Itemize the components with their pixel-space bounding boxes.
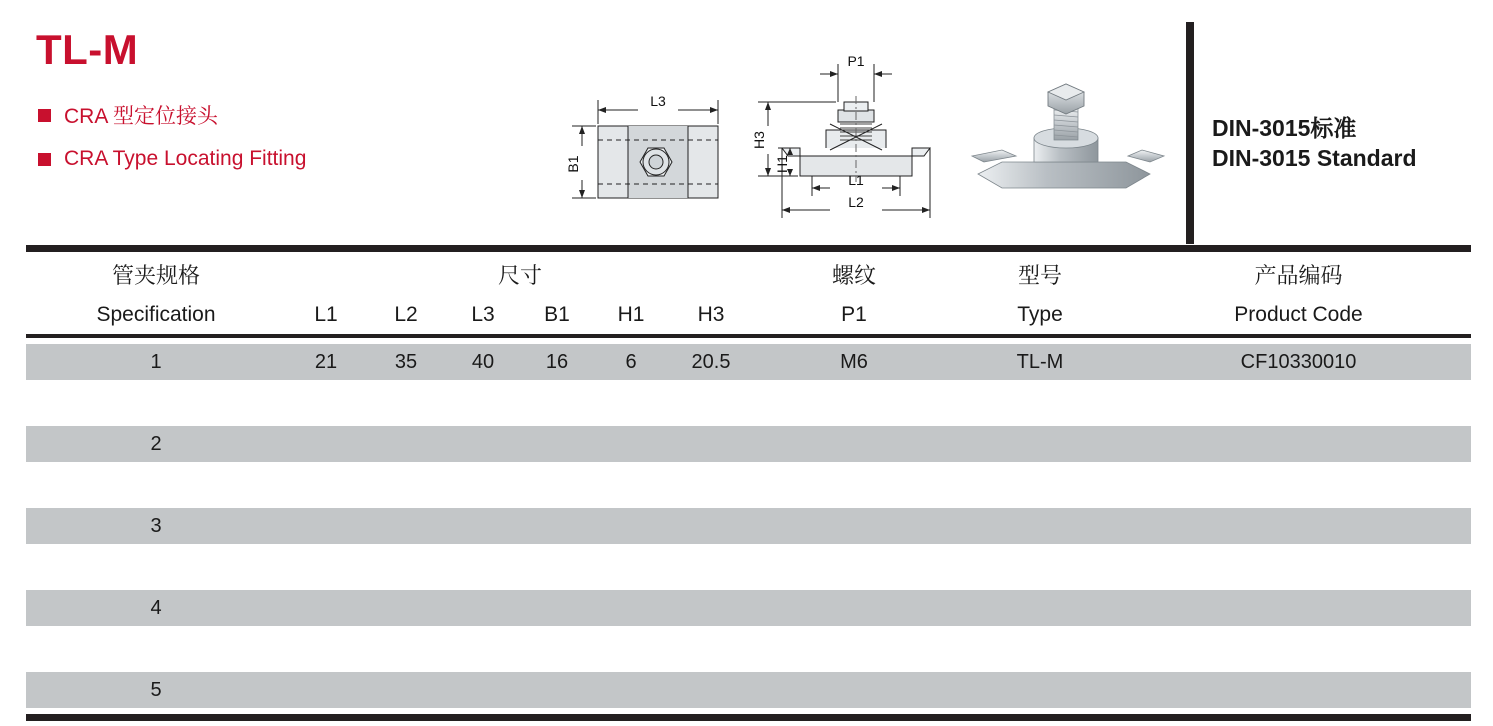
- square-bullet-icon: [38, 153, 51, 166]
- cell-l1: 21: [314, 350, 338, 373]
- header-h3: H3: [697, 303, 725, 326]
- header-l3: L3: [471, 303, 495, 326]
- dim-label-l3: L3: [650, 93, 666, 109]
- cell-h3: 20.5: [691, 350, 731, 373]
- dim-label-b1: B1: [565, 155, 581, 173]
- header-h1: H1: [617, 303, 645, 326]
- bullet-label-en: CRA Type Locating Fitting: [64, 147, 307, 170]
- list-item: [38, 147, 458, 171]
- row-gap: [26, 544, 1471, 590]
- table-row[interactable]: [26, 426, 1471, 462]
- cell-b1: 16: [545, 350, 569, 373]
- product-photo: [950, 70, 1190, 210]
- header-dims-cn: 尺寸: [497, 262, 542, 288]
- list-item: [38, 100, 458, 130]
- bullet-list: [38, 100, 458, 188]
- spec-table: [26, 252, 1471, 708]
- header-type-cn: 型号: [1017, 262, 1062, 288]
- table-row[interactable]: [26, 590, 1471, 626]
- header-l2: L2: [394, 303, 418, 326]
- header-spec-cn: 管夹规格: [111, 262, 200, 288]
- vertical-divider: [1186, 22, 1194, 244]
- standard-label-cn: DIN-3015标准: [1212, 115, 1357, 141]
- cell-spec: 5: [150, 678, 162, 701]
- table-row[interactable]: [26, 344, 1471, 380]
- cell-l3: 40: [471, 350, 495, 373]
- header-p1: P1: [841, 303, 867, 326]
- cell-h1: 6: [625, 350, 637, 373]
- header-thread-cn: 螺纹: [831, 262, 876, 288]
- cell-spec: 4: [150, 596, 162, 619]
- bullet-label-cn: CRA 型定位接头: [64, 105, 219, 128]
- page-title: TL-M: [36, 26, 139, 73]
- dim-label-p1: P1: [847, 53, 865, 69]
- cell-type: TL-M: [1016, 350, 1064, 373]
- cell-l2: 35: [394, 350, 418, 373]
- dim-label-l2: L2: [848, 194, 864, 210]
- table-header-row-en: [26, 296, 1471, 334]
- standard-label-en: DIN-3015 Standard: [1212, 145, 1417, 171]
- cell-p1: M6: [840, 350, 868, 373]
- header-type-en: Type: [1017, 303, 1063, 326]
- cell-spec: 3: [150, 514, 162, 537]
- table-top-rule: [26, 245, 1471, 252]
- header: [0, 0, 1493, 240]
- cell-code: CF10330010: [1240, 350, 1357, 373]
- header-spec-en: Specification: [96, 303, 216, 326]
- header-b1: B1: [544, 303, 570, 326]
- cell-spec: 1: [150, 350, 162, 373]
- table-header-row-cn: [26, 252, 1471, 296]
- header-l1: L1: [314, 303, 338, 326]
- cell-spec: 2: [150, 432, 162, 455]
- header-code-cn: 产品编码: [1254, 262, 1343, 288]
- row-gap: [26, 626, 1471, 672]
- row-gap: [26, 462, 1471, 508]
- header-code-en: Product Code: [1234, 303, 1363, 326]
- row-gap: [26, 380, 1471, 426]
- square-bullet-icon: [38, 109, 51, 122]
- table-bottom-rule: [26, 714, 1471, 721]
- dim-label-l1: L1: [848, 172, 864, 188]
- dim-label-h3: H3: [751, 131, 767, 149]
- table-row[interactable]: [26, 508, 1471, 544]
- standard-block: [1212, 113, 1417, 173]
- dim-label-h1: H1: [774, 155, 790, 173]
- table-row[interactable]: [26, 672, 1471, 708]
